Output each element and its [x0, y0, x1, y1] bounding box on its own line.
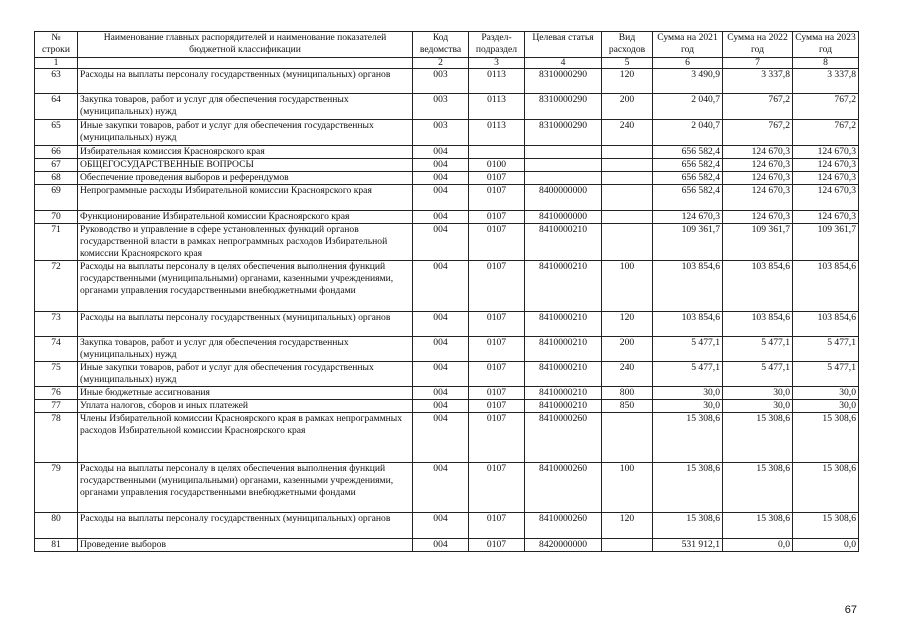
row-exp-type: 240: [602, 120, 653, 146]
row-number: 66: [35, 146, 78, 159]
row-dept-code: 004: [413, 387, 469, 400]
row-sum-2022: 124 670,3: [723, 159, 793, 172]
header-sum-2022: Сумма на 2022 год: [723, 32, 793, 58]
row-section: 0107: [469, 172, 525, 185]
table-row: [35, 69, 859, 94]
col-num-7: 7: [723, 58, 793, 69]
row-sum-2023: 15 308,6: [793, 413, 859, 463]
row-sum-2021: 5 477,1: [653, 337, 723, 362]
row-number: 69: [35, 185, 78, 211]
row-dept-code: 004: [413, 513, 469, 539]
row-name: Расходы на выплаты персоналу в целях обеспечения выполнения функций государственными (муниципальными) органами, казенными учреждениями, органами управления государственными внебюджетными фондами: [78, 261, 413, 312]
row-dept-code: 004: [413, 146, 469, 159]
col-num-5: 5: [602, 58, 653, 69]
row-exp-type: [602, 413, 653, 463]
col-num-3: 3: [469, 58, 525, 69]
row-sum-2023: 109 361,7: [793, 224, 859, 261]
row-exp-type: 120: [602, 69, 653, 94]
row-sum-2023: 124 670,3: [793, 185, 859, 211]
row-dept-code: 004: [413, 185, 469, 211]
row-name: Уплата налогов, сборов и иных платежей: [78, 400, 413, 413]
row-sum-2021: 5 477,1: [653, 362, 723, 387]
row-exp-type: 200: [602, 337, 653, 362]
row-exp-type: 240: [602, 362, 653, 387]
page-number: 67: [844, 604, 857, 616]
row-sum-2023: 124 670,3: [793, 211, 859, 224]
row-sum-2022: 30,0: [723, 400, 793, 413]
row-exp-type: 100: [602, 261, 653, 312]
row-name: Расходы на выплаты персоналу в целях обеспечения выполнения функций государственными (муниципальными) органами, казенными учреждениями, органами управления государственными внебюджетными фондами: [78, 463, 413, 513]
row-sum-2022: 109 361,7: [723, 224, 793, 261]
col-num-blank: [78, 58, 413, 69]
row-number: 79: [35, 463, 78, 513]
row-sum-2022: 15 308,6: [723, 463, 793, 513]
table-row: [35, 539, 859, 552]
row-dept-code: 004: [413, 400, 469, 413]
row-section: 0100: [469, 159, 525, 172]
row-section: 0107: [469, 362, 525, 387]
table-row: [35, 400, 859, 413]
row-number: 67: [35, 159, 78, 172]
row-number: 80: [35, 513, 78, 539]
row-sum-2021: 15 308,6: [653, 463, 723, 513]
row-sum-2023: 5 477,1: [793, 337, 859, 362]
row-section: 0107: [469, 387, 525, 400]
table-row: [35, 337, 859, 362]
row-sum-2023: 124 670,3: [793, 172, 859, 185]
row-section: 0107: [469, 413, 525, 463]
row-name: Иные бюджетные ассигнования: [78, 387, 413, 400]
row-exp-type: [602, 159, 653, 172]
row-sum-2021: 15 308,6: [653, 413, 723, 463]
row-number: 74: [35, 337, 78, 362]
row-exp-type: [602, 211, 653, 224]
row-sum-2022: 124 670,3: [723, 185, 793, 211]
row-sum-2023: 124 670,3: [793, 159, 859, 172]
row-sum-2021: 2 040,7: [653, 94, 723, 120]
row-sum-2022: 103 854,6: [723, 312, 793, 337]
row-target: 8410000210: [525, 387, 602, 400]
row-sum-2023: 15 308,6: [793, 463, 859, 513]
header-target: Целевая статья: [525, 32, 602, 58]
row-number: 64: [35, 94, 78, 120]
row-sum-2022: 103 854,6: [723, 261, 793, 312]
col-num-4: 4: [525, 58, 602, 69]
row-target: 8420000000: [525, 539, 602, 552]
row-target: 8410000210: [525, 400, 602, 413]
row-sum-2022: 15 308,6: [723, 513, 793, 539]
row-exp-type: 200: [602, 94, 653, 120]
row-number: 76: [35, 387, 78, 400]
header-dept-code: Код ведомства: [413, 32, 469, 58]
col-num-6: 6: [653, 58, 723, 69]
row-sum-2021: 3 490,9: [653, 69, 723, 94]
row-exp-type: [602, 146, 653, 159]
row-sum-2021: 2 040,7: [653, 120, 723, 146]
row-name: Иные закупки товаров, работ и услуг для обеспечения государственных (муниципальных) нужд: [78, 120, 413, 146]
row-dept-code: 003: [413, 120, 469, 146]
col-num-2: 2: [413, 58, 469, 69]
row-name: Расходы на выплаты персоналу государственных (муниципальных) органов: [78, 513, 413, 539]
row-number: 75: [35, 362, 78, 387]
row-exp-type: [602, 185, 653, 211]
row-number: 73: [35, 312, 78, 337]
row-target: 8410000210: [525, 337, 602, 362]
row-dept-code: 004: [413, 312, 469, 337]
row-section: 0107: [469, 224, 525, 261]
row-number: 78: [35, 413, 78, 463]
row-sum-2021: 656 582,4: [653, 172, 723, 185]
row-number: 70: [35, 211, 78, 224]
row-name: Расходы на выплаты персоналу государственных (муниципальных) органов: [78, 69, 413, 94]
row-exp-type: 100: [602, 463, 653, 513]
row-sum-2023: 767,2: [793, 120, 859, 146]
row-sum-2021: 124 670,3: [653, 211, 723, 224]
row-section: [469, 146, 525, 159]
row-target: 8310000290: [525, 120, 602, 146]
row-target: 8410000210: [525, 224, 602, 261]
header-row-no: № строки: [35, 32, 78, 58]
row-sum-2022: 5 477,1: [723, 337, 793, 362]
row-name: Проведение выборов: [78, 539, 413, 552]
row-section: 0113: [469, 94, 525, 120]
row-name: Избирательная комиссия Красноярского края: [78, 146, 413, 159]
row-sum-2021: 656 582,4: [653, 159, 723, 172]
row-dept-code: 004: [413, 159, 469, 172]
row-target: 8410000210: [525, 261, 602, 312]
row-number: 65: [35, 120, 78, 146]
row-sum-2023: 15 308,6: [793, 513, 859, 539]
row-section: 0107: [469, 312, 525, 337]
row-target: [525, 146, 602, 159]
row-name: Непрограммные расходы Избирательной комиссии Красноярского края: [78, 185, 413, 211]
row-sum-2023: 767,2: [793, 94, 859, 120]
row-dept-code: 004: [413, 211, 469, 224]
row-section: 0107: [469, 185, 525, 211]
row-dept-code: 004: [413, 172, 469, 185]
row-sum-2021: 103 854,6: [653, 261, 723, 312]
header-name: Наименование главных распорядителей и наименование показателей бюджетной классификации: [78, 32, 413, 58]
row-target: 8410000260: [525, 513, 602, 539]
row-sum-2022: 124 670,3: [723, 211, 793, 224]
row-dept-code: 004: [413, 224, 469, 261]
row-sum-2023: 30,0: [793, 400, 859, 413]
row-sum-2023: 0,0: [793, 539, 859, 552]
row-name: Руководство и управление в сфере установленных функций органов государственной власти в рамках непрограммных расходов Избирательной комиссии Красноярского края: [78, 224, 413, 261]
row-number: 81: [35, 539, 78, 552]
row-sum-2023: 103 854,6: [793, 312, 859, 337]
budget-table: [34, 31, 859, 552]
row-number: 68: [35, 172, 78, 185]
row-dept-code: 004: [413, 261, 469, 312]
row-section: 0113: [469, 69, 525, 94]
row-dept-code: 004: [413, 362, 469, 387]
row-sum-2022: 124 670,3: [723, 172, 793, 185]
row-dept-code: 004: [413, 539, 469, 552]
table-row: [35, 224, 859, 261]
row-target: 8310000290: [525, 94, 602, 120]
row-target: 8410000210: [525, 312, 602, 337]
row-sum-2021: 109 361,7: [653, 224, 723, 261]
row-target: 8410000260: [525, 413, 602, 463]
row-section: 0107: [469, 513, 525, 539]
row-exp-type: [602, 172, 653, 185]
header-sum-2023: Сумма на 2023 год: [793, 32, 859, 58]
table-row: [35, 362, 859, 387]
row-sum-2021: 30,0: [653, 387, 723, 400]
row-sum-2021: 656 582,4: [653, 185, 723, 211]
row-target: 8310000290: [525, 69, 602, 94]
row-sum-2022: 124 670,3: [723, 146, 793, 159]
row-name: Закупка товаров, работ и услуг для обеспечения государственных (муниципальных) нужд: [78, 337, 413, 362]
header-sum-2021: Сумма на 2021 год: [653, 32, 723, 58]
row-target: [525, 172, 602, 185]
row-sum-2021: 30,0: [653, 400, 723, 413]
row-sum-2022: 0,0: [723, 539, 793, 552]
row-name: Расходы на выплаты персоналу государственных (муниципальных) органов: [78, 312, 413, 337]
row-sum-2023: 5 477,1: [793, 362, 859, 387]
col-num-8: 8: [793, 58, 859, 69]
row-target: 8400000000: [525, 185, 602, 211]
header-section: Раздел-подраздел: [469, 32, 525, 58]
row-name: Закупка товаров, работ и услуг для обеспечения государственных (муниципальных) нужд: [78, 94, 413, 120]
row-name: Иные закупки товаров, работ и услуг для обеспечения государственных (муниципальных) нужд: [78, 362, 413, 387]
row-sum-2022: 15 308,6: [723, 413, 793, 463]
row-name: Функционирование Избирательной комиссии Красноярского края: [78, 211, 413, 224]
row-sum-2021: 656 582,4: [653, 146, 723, 159]
table-row: [35, 387, 859, 400]
row-sum-2022: 5 477,1: [723, 362, 793, 387]
row-sum-2022: 3 337,8: [723, 69, 793, 94]
table-row: [35, 185, 859, 211]
row-sum-2021: 103 854,6: [653, 312, 723, 337]
row-target: 8410000210: [525, 362, 602, 387]
row-name: Обеспечение проведения выборов и референдумов: [78, 172, 413, 185]
row-target: 8410000260: [525, 463, 602, 513]
row-sum-2021: 15 308,6: [653, 513, 723, 539]
row-section: 0107: [469, 539, 525, 552]
table-row: [35, 94, 859, 120]
table-row: [35, 463, 859, 513]
table-body: [35, 69, 859, 552]
row-sum-2021: 531 912,1: [653, 539, 723, 552]
row-sum-2023: 103 854,6: [793, 261, 859, 312]
row-sum-2022: 767,2: [723, 94, 793, 120]
row-exp-type: 120: [602, 513, 653, 539]
row-name: Члены Избирательной комиссии Красноярского края в рамках непрограммных расходов Избирательной комиссии Красноярского края: [78, 413, 413, 463]
table-row: [35, 413, 859, 463]
table-row: [35, 211, 859, 224]
row-exp-type: [602, 224, 653, 261]
row-section: 0107: [469, 211, 525, 224]
table-row: [35, 172, 859, 185]
row-target: [525, 159, 602, 172]
row-sum-2023: 124 670,3: [793, 146, 859, 159]
row-section: 0107: [469, 337, 525, 362]
table-row: [35, 312, 859, 337]
header-exp-type: Вид расходов: [602, 32, 653, 58]
row-name: ОБЩЕГОСУДАРСТВЕННЫЕ ВОПРОСЫ: [78, 159, 413, 172]
row-section: 0107: [469, 463, 525, 513]
row-section: 0107: [469, 400, 525, 413]
table-row: [35, 513, 859, 539]
row-exp-type: 850: [602, 400, 653, 413]
column-number-row: [35, 58, 859, 69]
row-number: 63: [35, 69, 78, 94]
row-target: 8410000000: [525, 211, 602, 224]
table-row: [35, 159, 859, 172]
row-sum-2022: 30,0: [723, 387, 793, 400]
row-exp-type: 800: [602, 387, 653, 400]
row-sum-2022: 767,2: [723, 120, 793, 146]
row-section: 0107: [469, 261, 525, 312]
row-number: 77: [35, 400, 78, 413]
row-sum-2023: 30,0: [793, 387, 859, 400]
table-row: [35, 120, 859, 146]
row-number: 71: [35, 224, 78, 261]
col-num-1: 1: [35, 58, 78, 69]
table-row: [35, 261, 859, 312]
row-dept-code: 004: [413, 463, 469, 513]
row-exp-type: 120: [602, 312, 653, 337]
row-dept-code: 003: [413, 69, 469, 94]
row-section: 0113: [469, 120, 525, 146]
row-exp-type: [602, 539, 653, 552]
row-number: 72: [35, 261, 78, 312]
row-dept-code: 004: [413, 337, 469, 362]
table-header-row: [35, 32, 859, 58]
row-dept-code: 004: [413, 413, 469, 463]
row-sum-2023: 3 337,8: [793, 69, 859, 94]
row-dept-code: 003: [413, 94, 469, 120]
table-row: [35, 146, 859, 159]
